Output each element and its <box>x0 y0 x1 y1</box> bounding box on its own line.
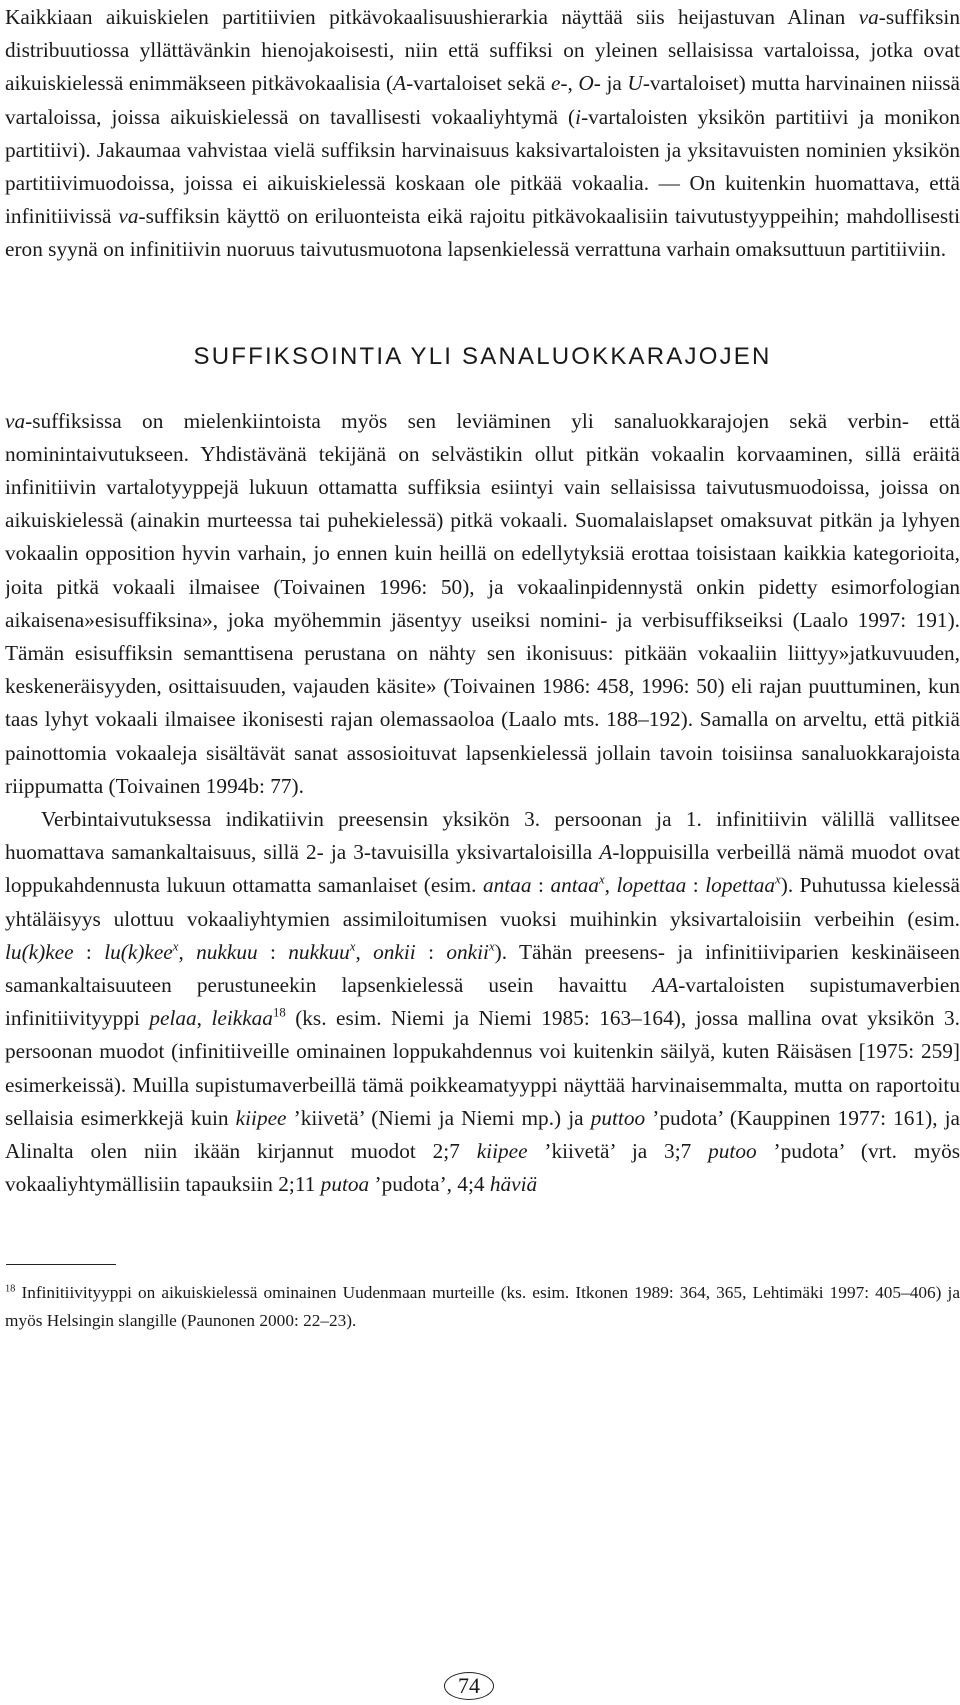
superscript: x <box>172 939 179 954</box>
paragraph-word-class-suffixation: va-suffiksissa on mielenkiintoista myös sen leviäminen yli sanaluokkarajojen sekä verbin- että nominintaivutukseen. Yhdistävänä tekijänä on selvästikin ollut pitkän vokaalin korvaaminen, sillä eräitä infinitiivin vartalotyyppejä lukuun ottamatta suffiksia esiintyi vain sellaisissa taivutusmuodoissa, joissa on aikuiskielessä (ainakin murteessa tai puhekielessä) pitkä vokaali. Suomalaislapset omaksuvat pitkän ja lyhyen vokaalin opposition hyvin varhain, jo ennen kuin heillä on edellytyksiä erottaa toisistaan kaikkia kategorioita, joita pitkä vokaali ilmaisee (Toivainen 1996: 50), ja vokaalinpidennystä onkin pidetty esimorfologian aikaisena»esisuffiksina», joka myöhemmin jäsentyy useiksi nomini- ja verbisuffikseiksi (Laalo 1997: 191). Tämän esisuffiksin semanttisena perustana on nähty sen ikonisuus: pitkään vokaaliin liittyy»jatkuvuuden, keskeneräisyyden, osittaisuuden, vajauden käsite» (Toivainen 1986: 458, 1996: 50) eli rajan puuttuminen, kun taas lyhyt vokaali ilmaisee ikonisesti rajan olemassaoloa (Laalo mts. 188–192). Samalla on arveltu, että pitkiä painottomia vokaaleja sisältävät sanat assosioituvat lapsenkielessä jollain tavoin toisiinsa sanaluokkarajoista riippumatta (Toivainen 1994b: 77). <box>5 408 960 798</box>
italic-term: leikkaa <box>211 1006 273 1031</box>
paragraph-partitive-hierarchy: Kaikkiaan aikuiskielen partitiivien pitkävokaalisuushierarkia näyttää siis heijastuvan Alinan va-suffiksin distribuutiossa yllättävänkin hienojakoisesti, niin että suffiksi on yleinen sellaisissa vartaloissa, jotka ovat aikuiskielessä enimmäkseen pitkävokaalisia (A-vartaloiset sekä e-, O- ja U-vartaloiset) mutta harvinainen niissä vartaloissa, joissa aikuiskielessä on tavallisesti vokaaliyhtymä (i-vartaloisten yksikön partitiivi ja monikon partitiivi). Jakaumaa vahvistaa vielä suffiksin harvinaisuus kaksivartaloisten ja yksitavuisten nominien yksikön partitiivimuodoissa, joissa ei aikuiskielessä koskaan ole pitkää vokaalia. — On kuitenkin huomattava, että infinitiivissä va-suffiksin käyttö on eriluonteista eikä rajoitu pitkävokaalisiin taivutustyyppeihin; mahdollisesti eron syynä on infinitiivin nuoruus taivutusmuotona lapsenkielessä verrattuna varhain omaksuttuun partitiiviin. <box>5 5 960 262</box>
italic-term: e <box>550 71 561 96</box>
italic-term: O <box>578 71 594 96</box>
italic-term: putoo <box>708 1139 757 1164</box>
italic-term: lopettaa <box>705 873 776 898</box>
italic-term: häviä <box>489 1172 538 1197</box>
italic-term: pelaa <box>149 1006 197 1031</box>
superscript: 18 <box>5 1282 16 1294</box>
italic-term: lu(k)kee <box>104 939 173 964</box>
document-page <box>5 0 960 1705</box>
superscript: 18 <box>272 1005 286 1020</box>
italic-term: antaa <box>550 873 599 898</box>
italic-term: va <box>118 204 139 229</box>
italic-term: va <box>5 408 26 433</box>
italic-term: kiipee <box>476 1139 528 1164</box>
superscript: x <box>775 873 781 888</box>
italic-term: puttoo <box>590 1105 646 1130</box>
footnote-divider <box>6 1264 116 1265</box>
italic-term: lu(k)kee <box>5 939 74 964</box>
body-text <box>5 1 960 1202</box>
page-number: 74 <box>444 1672 494 1700</box>
italic-term: putoa <box>320 1172 370 1197</box>
superscript: x <box>598 873 605 888</box>
italic-term: AA <box>652 973 679 998</box>
italic-term: i <box>575 104 582 129</box>
italic-term: onkii <box>446 939 489 964</box>
superscript: x <box>488 939 495 954</box>
section-heading: SUFFIKSOINTIA YLI SANALUOKKARAJOJEN <box>193 342 772 370</box>
italic-term: antaa <box>482 873 532 898</box>
italic-term: va <box>858 5 879 29</box>
superscript: x <box>349 939 356 954</box>
italic-term: nukkuu <box>196 939 258 964</box>
italic-term: lopettaa <box>616 873 687 898</box>
footnote-18: $^{18}$ Infinitiivityyppi on aikuiskielessä ominainen Uudenmaan murteille (ks. esim. Itkonen 1989: 364, 365, Lehtimäki 1997: 405–406) ja myös Helsingin slangille (Paunonen 2000: 22–23). <box>5 1282 960 1330</box>
italic-term: kiipee <box>235 1105 287 1130</box>
italic-term: U <box>627 71 643 96</box>
italic-term: onkii <box>373 939 416 964</box>
italic-term: A <box>599 840 613 865</box>
paragraph-verb-inflection: Verbintaivutuksessa indikatiivin preesensin yksikön 3. persoonan ja 1. infinitiivin välillä vallitsee huomattava samankaltaisuus, sillä 2- ja 3-tavuisilla yksivartaloisilla A-loppuisilla verbeillä nämä muodot ovat loppukahdennusta lukuun ottamatta samanlaiset (esim. antaa : antaa$^x$, lopettaa : lopettaa$^x$). Puhutussa kielessä yhtäläisyys ulottuu vokaaliyhtymien assimiloitumisen vuoksi muihinkin yksivartaloisiin verbeihin (esim. lu(k)kee : lu(k)kee$^x$, nukkuu : nukkuu$^x$, onkii : onkii$^x$). Tähän preesens- ja infinitiiviparien keskinäiseen samankaltaisuuteen perustuneekin lapsenkielessä usein havaittu AA-vartaloisten supistumaverbien infinitiivityyppi pelaa, leikkaa$^{18}$ (ks. esim. Niemi ja Niemi 1985: 163–164), jossa mallina ovat yksikön 3. persoonan muodot (infinitiiveille ominainen loppukahdennus voi kuitenkin säilyä, kuten Räisäsen [1975: 259] esimerkeissä). Muilla supistumaverbeillä tämä poikkeamatyyppi näyttää harvinaisemmalta, mutta on raportoitu sellaisia esimerkkejä kuin kiipee ’kiivetä’ (Niemi ja Niemi mp.) ja puttoo ’pudota’ (Kauppinen 1977: 161), ja Alinalta olen niin ikään kirjannut muodot 2;7 kiipee ’kiivetä’ ja 3;7 putoo ’pudota’ (vrt. myös vokaaliyhtymällisiin tapauksiin 2;11 putoa ’pudota’, 4;4 häviä <box>5 807 960 1197</box>
italic-term: A <box>393 71 407 96</box>
italic-term: nukkuu <box>288 939 350 964</box>
